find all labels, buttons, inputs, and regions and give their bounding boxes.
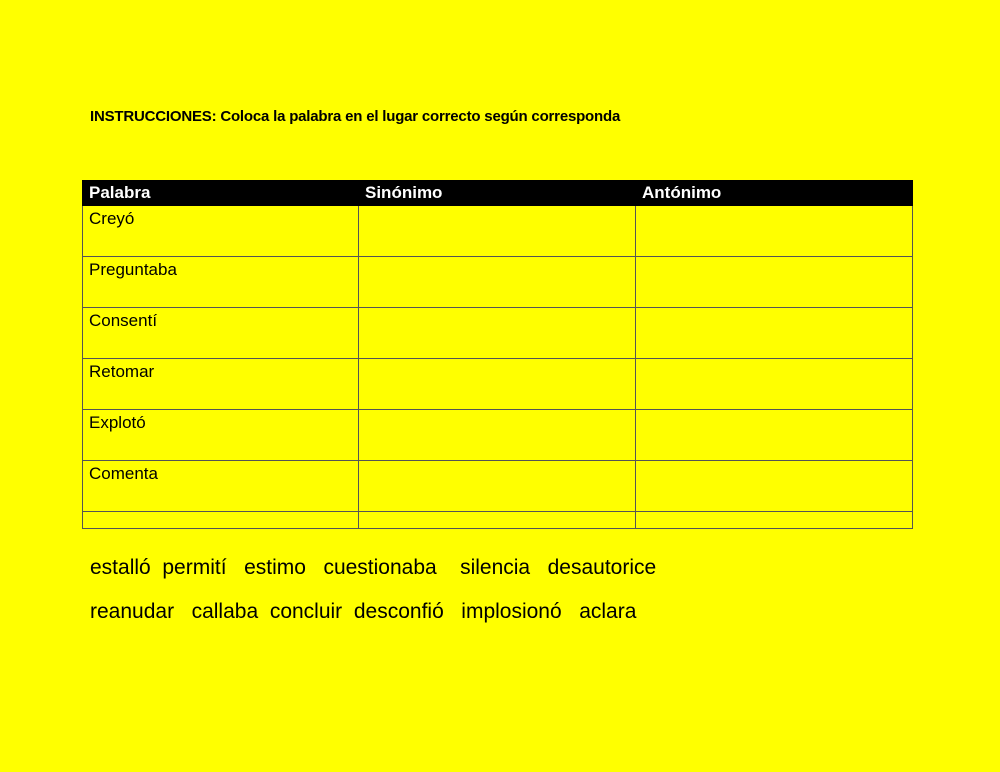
bank-word[interactable]: aclara <box>579 600 637 623</box>
bank-word[interactable]: cuestionaba <box>323 556 437 579</box>
bank-word[interactable]: reanudar <box>90 600 175 623</box>
synonym-cell[interactable] <box>359 461 636 512</box>
table-row <box>83 257 913 308</box>
bank-word[interactable]: estalló <box>90 556 151 579</box>
synonym-cell[interactable] <box>359 359 636 410</box>
antonym-cell[interactable] <box>636 410 913 461</box>
antonym-cell[interactable] <box>636 206 913 257</box>
word-bank-line-2 <box>90 600 636 624</box>
table-row <box>83 359 913 410</box>
antonym-cell[interactable] <box>636 308 913 359</box>
header-sinonimo: Sinónimo <box>359 181 636 206</box>
bank-word[interactable]: estimo <box>244 556 306 579</box>
instructions-text: INSTRUCCIONES: Coloca la palabra en el lugar correcto según corresponda <box>90 108 621 125</box>
table-header-row <box>83 181 913 206</box>
synonym-cell[interactable] <box>359 206 636 257</box>
synonym-cell[interactable] <box>359 308 636 359</box>
bank-word[interactable]: desconfió <box>353 600 444 623</box>
bank-word[interactable]: concluir <box>269 600 343 623</box>
bank-word[interactable]: implosionó <box>461 600 562 623</box>
synonym-cell[interactable] <box>359 410 636 461</box>
header-antonimo: Antónimo <box>636 181 913 206</box>
table-row <box>83 206 913 257</box>
word-cell <box>83 512 359 529</box>
bank-word[interactable]: callaba <box>191 600 259 623</box>
word-cell: Explotó <box>83 410 359 461</box>
synonym-cell[interactable] <box>359 257 636 308</box>
bank-word[interactable]: desautorice <box>547 556 657 579</box>
word-bank-line-1 <box>90 556 656 580</box>
antonym-cell[interactable] <box>636 257 913 308</box>
table-row <box>83 308 913 359</box>
table-row-empty <box>83 512 913 529</box>
word-cell: Consentí <box>83 308 359 359</box>
word-cell: Creyó <box>83 206 359 257</box>
synonym-cell[interactable] <box>359 512 636 529</box>
word-cell: Preguntaba <box>83 257 359 308</box>
antonym-cell[interactable] <box>636 461 913 512</box>
antonym-cell[interactable] <box>636 512 913 529</box>
bank-word[interactable]: silencia <box>460 556 531 579</box>
bank-word[interactable]: permití <box>162 556 227 579</box>
table-row <box>83 461 913 512</box>
table-row <box>83 410 913 461</box>
header-palabra: Palabra <box>83 181 359 206</box>
word-table <box>82 180 913 529</box>
antonym-cell[interactable] <box>636 359 913 410</box>
word-cell: Comenta <box>83 461 359 512</box>
word-cell: Retomar <box>83 359 359 410</box>
